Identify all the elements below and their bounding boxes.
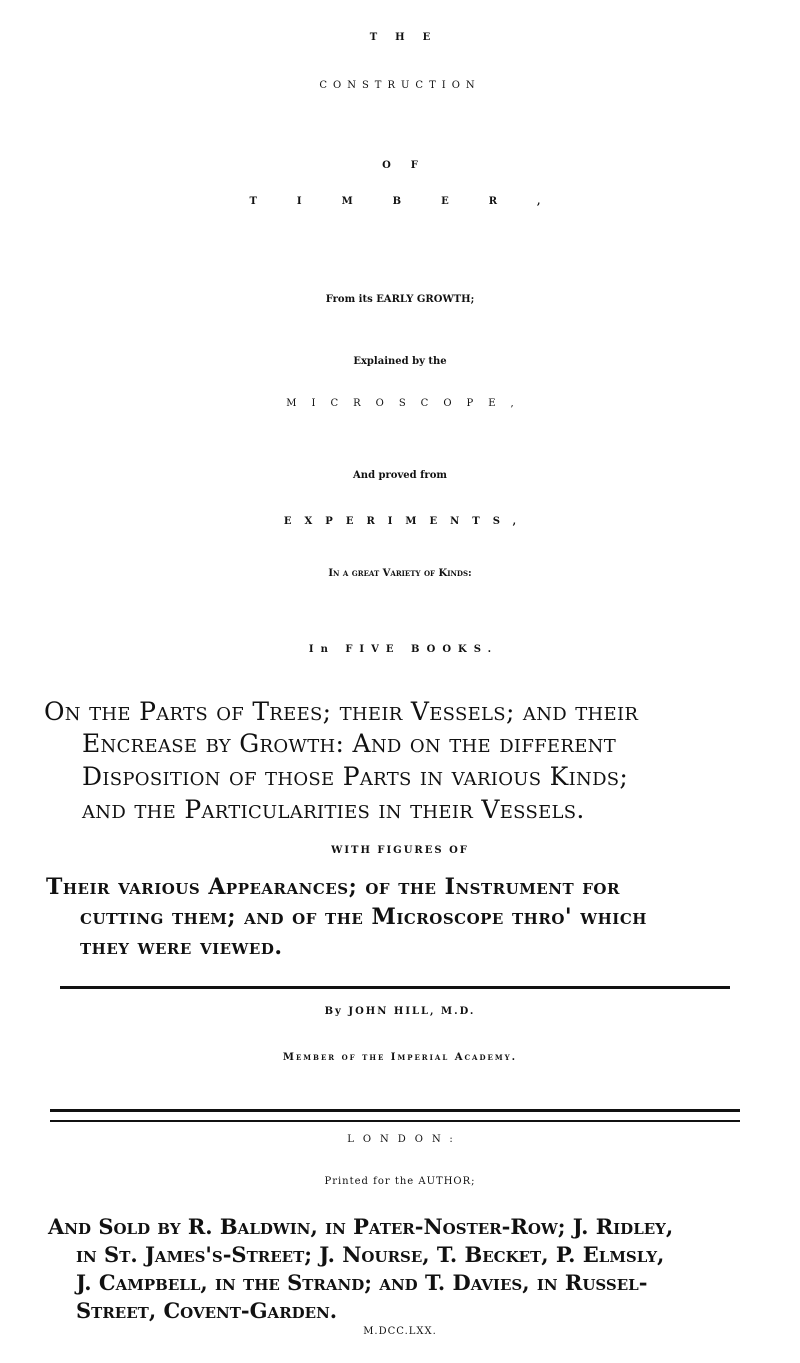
figures-line-1: Their various Appearances; of the Instrument for <box>46 874 620 900</box>
divider-rule-1 <box>60 986 730 989</box>
parts-line-3: Disposition of those Parts in various Kinds; <box>82 762 629 791</box>
title-timber: TIMBER, <box>249 196 581 207</box>
divider-rule-2b <box>50 1120 740 1122</box>
divider-rule-2a <box>50 1109 740 1112</box>
title-of: OF <box>382 160 438 171</box>
parts-line-1: On the Parts of Trees; their Vessels; and their <box>44 697 639 726</box>
sold-by-line-2: in St. James's-Street; J. Nourse, T. Becket, P. Elmsly, <box>76 1242 665 1267</box>
imprint-date: M.DCC.LXX. <box>363 1326 437 1337</box>
title-experiments: EXPERIMENTS, <box>283 516 530 527</box>
title-variety-of-kinds: In a great Variety of Kinds: <box>328 568 472 579</box>
title-the: THE <box>369 32 449 43</box>
sold-by-line-1: And Sold by R. Baldwin, in Pater-Noster-Row; J. Ridley, <box>48 1214 674 1239</box>
subtitle-explained-by: Explained by the <box>353 356 447 367</box>
subtitle-early-growth: From its EARLY GROWTH; <box>325 294 475 305</box>
imprint-london: LONDON: <box>347 1134 462 1145</box>
title-microscope: MICROSCOPE, <box>286 398 529 409</box>
parts-line-2: Encrease by Growth: And on the different <box>82 729 617 758</box>
member-line: Member of the Imperial Academy. <box>282 1052 518 1063</box>
figures-line-2: cutting them; and of the Microscope thro' which <box>80 904 647 930</box>
title-five-books: In FIVE BOOKS. <box>308 644 499 655</box>
sold-by-line-4: Street, Covent-Garden. <box>76 1298 338 1323</box>
figures-line-3: they were viewed. <box>80 934 283 960</box>
parts-line-4: and the Particularities in their Vessels. <box>82 795 585 824</box>
author-line: By JOHN HILL, M.D. <box>324 1006 476 1017</box>
sold-by-line-3: J. Campbell, in the Strand; and T. Davies, in Russel- <box>76 1270 648 1295</box>
subtitle-proved-from: And proved from <box>353 470 447 481</box>
title-construction: CONSTRUCTION <box>319 80 481 91</box>
with-figures-heading: WITH FIGURES OF <box>331 845 469 856</box>
imprint-printed-for: Printed for the AUTHOR; <box>324 1176 476 1187</box>
